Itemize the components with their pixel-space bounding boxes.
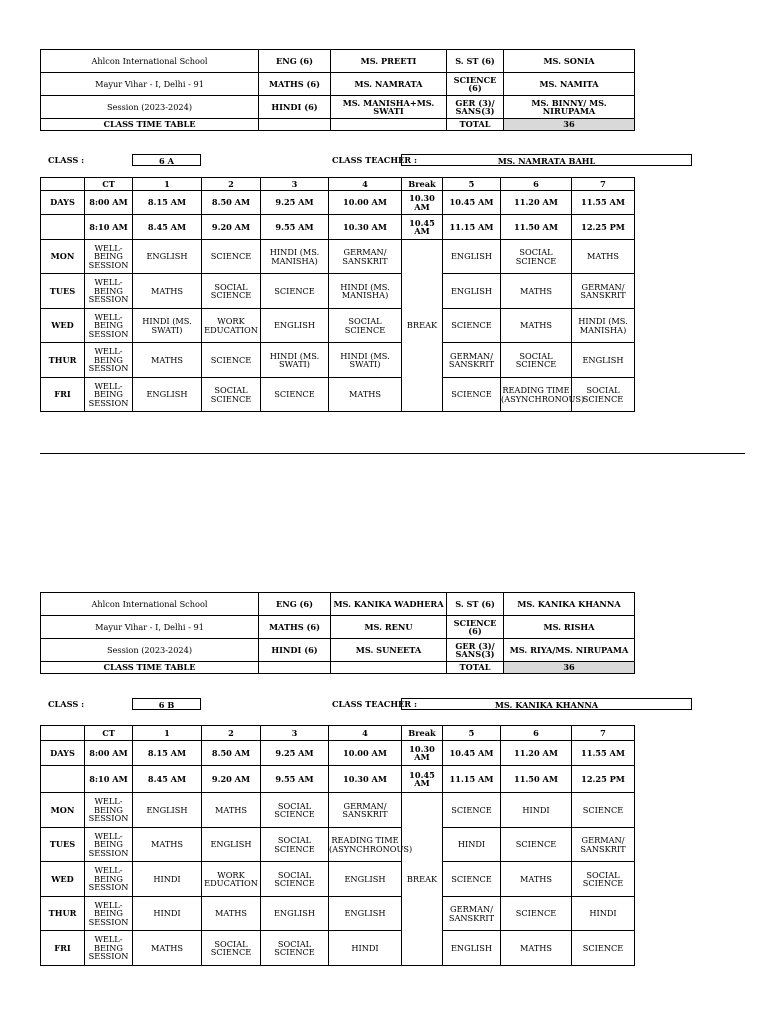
period-cell: HINDI (MS. SWATI) (261, 343, 329, 378)
end-time: 10.45 AM (402, 766, 443, 793)
period-cell: MATHS (501, 862, 572, 897)
period-cell: WORK EDUCATION (202, 862, 261, 897)
column-header: 3 (261, 726, 329, 741)
day-label: WED (41, 309, 85, 343)
start-time: 10.30 AM (402, 741, 443, 766)
end-time: 8.45 AM (133, 766, 202, 793)
subject-cell: SCIENCE (6) (447, 616, 504, 639)
start-time: 8.50 AM (202, 191, 261, 215)
teacher-cell: MS. PREETI (331, 50, 447, 73)
session-label: Session (2023-2024) (41, 96, 259, 119)
empty-cell (259, 119, 331, 131)
subject-cell: S. ST (6) (447, 50, 504, 73)
subject-cell: MATHS (6) (259, 73, 331, 96)
class-teacher-value: MS. KANIKA KHANNA (401, 698, 692, 710)
session-label: Session (2023-2024) (41, 639, 259, 662)
day-label: MON (41, 793, 85, 828)
period-cell: MATHS (501, 274, 572, 309)
period-cell: READING TIME (ASYNCHRONOUS) (501, 378, 572, 412)
corner-cell (41, 726, 85, 741)
period-cell: SCIENCE (202, 343, 261, 378)
column-header: 6 (501, 726, 572, 741)
timetable-title: CLASS TIME TABLE (41, 119, 259, 131)
period-cell: ENGLISH (443, 931, 501, 966)
class-label: CLASS : (48, 155, 85, 165)
ct-cell: WELL-BEING SESSION (85, 240, 133, 274)
period-cell: GERMAN/ SANSKRIT (329, 240, 402, 274)
start-time: 8:00 AM (85, 191, 133, 215)
column-header: 2 (202, 726, 261, 741)
ct-cell: WELL-BEING SESSION (85, 931, 133, 966)
subject-cell: HINDI (6) (259, 96, 331, 119)
teacher-cell: MS. RENU (331, 616, 447, 639)
teacher-cell: MS. NAMITA (504, 73, 635, 96)
ct-cell: WELL-BEING SESSION (85, 862, 133, 897)
period-cell: HINDI (MS. SWATI) (329, 343, 402, 378)
period-cell: READING TIME (ASYNCHRONOUS) (329, 828, 402, 862)
ct-cell: WELL-BEING SESSION (85, 309, 133, 343)
period-cell: GERMAN/ SANSKRIT (329, 793, 402, 828)
day-label: TUES (41, 274, 85, 309)
period-cell: WORK EDUCATION (202, 309, 261, 343)
period-cell: SOCIAL SCIENCE (329, 309, 402, 343)
empty-cell (41, 215, 85, 240)
period-cell: SCIENCE (202, 240, 261, 274)
end-time: 9.55 AM (261, 766, 329, 793)
subject-cell: ENG (6) (259, 50, 331, 73)
subject-cell: SCIENCE (6) (447, 73, 504, 96)
end-time: 9.55 AM (261, 215, 329, 240)
column-header: 1 (133, 178, 202, 191)
class-teacher-value: MS. NAMRATA BAHL (401, 154, 692, 166)
period-cell: SOCIAL SCIENCE (572, 378, 635, 412)
teacher-cell: MS. SONIA (504, 50, 635, 73)
ct-cell: WELL-BEING SESSION (85, 793, 133, 828)
period-cell: MATHS (329, 378, 402, 412)
period-cell: SCIENCE (501, 828, 572, 862)
period-cell: ENGLISH (329, 862, 402, 897)
period-cell: SOCIAL SCIENCE (202, 274, 261, 309)
period-cell: MATHS (501, 309, 572, 343)
period-cell: SCIENCE (261, 274, 329, 309)
ct-cell: WELL-BEING SESSION (85, 897, 133, 931)
period-cell: SCIENCE (443, 309, 501, 343)
period-cell: SCIENCE (572, 931, 635, 966)
schedule-table (40, 177, 635, 412)
start-time: 10.45 AM (443, 191, 501, 215)
period-cell: MATHS (133, 274, 202, 309)
period-cell: MATHS (133, 931, 202, 966)
period-cell: SOCIAL SCIENCE (261, 828, 329, 862)
empty-cell (259, 662, 331, 674)
corner-cell (41, 178, 85, 191)
teacher-cell: MS. RISHA (504, 616, 635, 639)
day-label: WED (41, 862, 85, 897)
empty-cell (331, 662, 447, 674)
end-time: 9.20 AM (202, 215, 261, 240)
empty-cell (331, 119, 447, 131)
period-cell: SCIENCE (501, 897, 572, 931)
period-cell: HINDI (MS. MANISHA) (572, 309, 635, 343)
class-value: 6 A (132, 154, 201, 166)
total-label: TOTAL (447, 119, 504, 131)
end-time: 11.50 AM (501, 215, 572, 240)
start-time: 11.55 AM (572, 191, 635, 215)
period-cell: HINDI (133, 862, 202, 897)
end-time: 10.30 AM (329, 215, 402, 240)
period-cell: SOCIAL SCIENCE (261, 931, 329, 966)
start-time: 11.20 AM (501, 741, 572, 766)
school-address: Mayur Vihar - I, Delhi - 91 (41, 73, 259, 96)
period-cell: SOCIAL SCIENCE (501, 343, 572, 378)
days-label: DAYS (41, 741, 85, 766)
class-teacher-label: CLASS TEACHER : (332, 155, 417, 165)
empty-cell (41, 766, 85, 793)
period-cell: MATHS (202, 897, 261, 931)
start-time: 10.00 AM (329, 191, 402, 215)
end-time: 8.45 AM (133, 215, 202, 240)
end-time: 12.25 PM (572, 766, 635, 793)
period-cell: ENGLISH (261, 309, 329, 343)
period-cell: SOCIAL SCIENCE (202, 378, 261, 412)
schedule-table (40, 725, 635, 966)
end-time: 11.15 AM (443, 766, 501, 793)
period-cell: HINDI (443, 828, 501, 862)
period-cell: GERMAN/ SANSKRIT (572, 274, 635, 309)
timetable-title: CLASS TIME TABLE (41, 662, 259, 674)
subject-cell: HINDI (6) (259, 639, 331, 662)
start-time: 10.45 AM (443, 741, 501, 766)
column-header: Break (402, 178, 443, 191)
period-cell: ENGLISH (443, 274, 501, 309)
period-cell: MATHS (133, 343, 202, 378)
teacher-cell: MS. KANIKA WADHERA (331, 593, 447, 616)
ct-cell: WELL-BEING SESSION (85, 828, 133, 862)
class-label: CLASS : (48, 699, 85, 709)
ct-cell: WELL-BEING SESSION (85, 343, 133, 378)
subject-cell: MATHS (6) (259, 616, 331, 639)
school-name: Ahlcon International School (41, 593, 259, 616)
subject-cell: GER (3)/ SANS(3) (447, 96, 504, 119)
day-label: THUR (41, 897, 85, 931)
period-cell: SOCIAL SCIENCE (261, 793, 329, 828)
teacher-cell: MS. SUNEETA (331, 639, 447, 662)
header-table (40, 592, 635, 674)
period-cell: SCIENCE (443, 793, 501, 828)
ct-cell: WELL-BEING SESSION (85, 274, 133, 309)
column-header: 7 (572, 726, 635, 741)
period-cell: ENGLISH (261, 897, 329, 931)
period-cell: ENGLISH (572, 343, 635, 378)
column-header: 4 (329, 726, 402, 741)
total-label: TOTAL (447, 662, 504, 674)
end-time: 11.15 AM (443, 215, 501, 240)
column-header: 2 (202, 178, 261, 191)
period-cell: ENGLISH (443, 240, 501, 274)
period-cell: HINDI (572, 897, 635, 931)
period-cell: SOCIAL SCIENCE (572, 862, 635, 897)
end-time: 11.50 AM (501, 766, 572, 793)
end-time: 9.20 AM (202, 766, 261, 793)
school-address: Mayur Vihar - I, Delhi - 91 (41, 616, 259, 639)
period-cell: SCIENCE (572, 793, 635, 828)
teacher-cell: MS. MANISHA+MS. SWATI (331, 96, 447, 119)
teacher-cell: MS. KANIKA KHANNA (504, 593, 635, 616)
day-label: FRI (41, 931, 85, 966)
period-cell: HINDI (MS. MANISHA) (329, 274, 402, 309)
day-label: THUR (41, 343, 85, 378)
period-cell: ENGLISH (133, 240, 202, 274)
break-cell: BREAK (402, 793, 443, 966)
period-cell: HINDI (MS. SWATI) (133, 309, 202, 343)
period-cell: MATHS (501, 931, 572, 966)
break-cell: BREAK (402, 240, 443, 412)
end-time: 8:10 AM (85, 215, 133, 240)
period-cell: MATHS (572, 240, 635, 274)
subject-cell: S. ST (6) (447, 593, 504, 616)
start-time: 9.25 AM (261, 741, 329, 766)
column-header: 4 (329, 178, 402, 191)
end-time: 10.45 AM (402, 215, 443, 240)
column-header: CT (85, 178, 133, 191)
column-header: CT (85, 726, 133, 741)
day-label: MON (41, 240, 85, 274)
page-separator-line (40, 453, 745, 454)
teacher-cell: MS. NAMRATA (331, 73, 447, 96)
class-value: 6 B (132, 698, 201, 710)
school-name: Ahlcon International School (41, 50, 259, 73)
period-cell: SCIENCE (261, 378, 329, 412)
end-time: 12.25 PM (572, 215, 635, 240)
subject-cell: GER (3)/ SANS(3) (447, 639, 504, 662)
period-cell: ENGLISH (133, 378, 202, 412)
column-header: 7 (572, 178, 635, 191)
start-time: 8.15 AM (133, 191, 202, 215)
period-cell: ENGLISH (133, 793, 202, 828)
column-header: 3 (261, 178, 329, 191)
start-time: 11.20 AM (501, 191, 572, 215)
day-label: TUES (41, 828, 85, 862)
period-cell: HINDI (329, 931, 402, 966)
day-label: FRI (41, 378, 85, 412)
period-cell: GERMAN/ SANSKRIT (443, 343, 501, 378)
period-cell: HINDI (MS. MANISHA) (261, 240, 329, 274)
period-cell: SOCIAL SCIENCE (261, 862, 329, 897)
header-table (40, 49, 635, 131)
start-time: 8.50 AM (202, 741, 261, 766)
end-time: 10.30 AM (329, 766, 402, 793)
period-cell: SCIENCE (443, 378, 501, 412)
start-time: 8.15 AM (133, 741, 202, 766)
column-header: 6 (501, 178, 572, 191)
period-cell: HINDI (133, 897, 202, 931)
period-cell: GERMAN/ SANSKRIT (443, 897, 501, 931)
period-cell: SCIENCE (443, 862, 501, 897)
ct-cell: WELL-BEING SESSION (85, 378, 133, 412)
total-value: 36 (504, 662, 635, 674)
start-time: 10.30 AM (402, 191, 443, 215)
period-cell: MATHS (202, 793, 261, 828)
period-cell: HINDI (501, 793, 572, 828)
column-header: 5 (443, 178, 501, 191)
column-header: Break (402, 726, 443, 741)
teacher-cell: MS. BINNY/ MS. NIRUPAMA (504, 96, 635, 119)
period-cell: SOCIAL SCIENCE (202, 931, 261, 966)
total-value: 36 (504, 119, 635, 131)
column-header: 5 (443, 726, 501, 741)
start-time: 8:00 AM (85, 741, 133, 766)
period-cell: SOCIAL SCIENCE (501, 240, 572, 274)
start-time: 9.25 AM (261, 191, 329, 215)
period-cell: ENGLISH (329, 897, 402, 931)
start-time: 10.00 AM (329, 741, 402, 766)
start-time: 11.55 AM (572, 741, 635, 766)
period-cell: MATHS (133, 828, 202, 862)
class-teacher-label: CLASS TEACHER : (332, 699, 417, 709)
days-label: DAYS (41, 191, 85, 215)
teacher-cell: MS. RIYA/MS. NIRUPAMA (504, 639, 635, 662)
column-header: 1 (133, 726, 202, 741)
period-cell: GERMAN/ SANSKRIT (572, 828, 635, 862)
subject-cell: ENG (6) (259, 593, 331, 616)
end-time: 8:10 AM (85, 766, 133, 793)
period-cell: ENGLISH (202, 828, 261, 862)
